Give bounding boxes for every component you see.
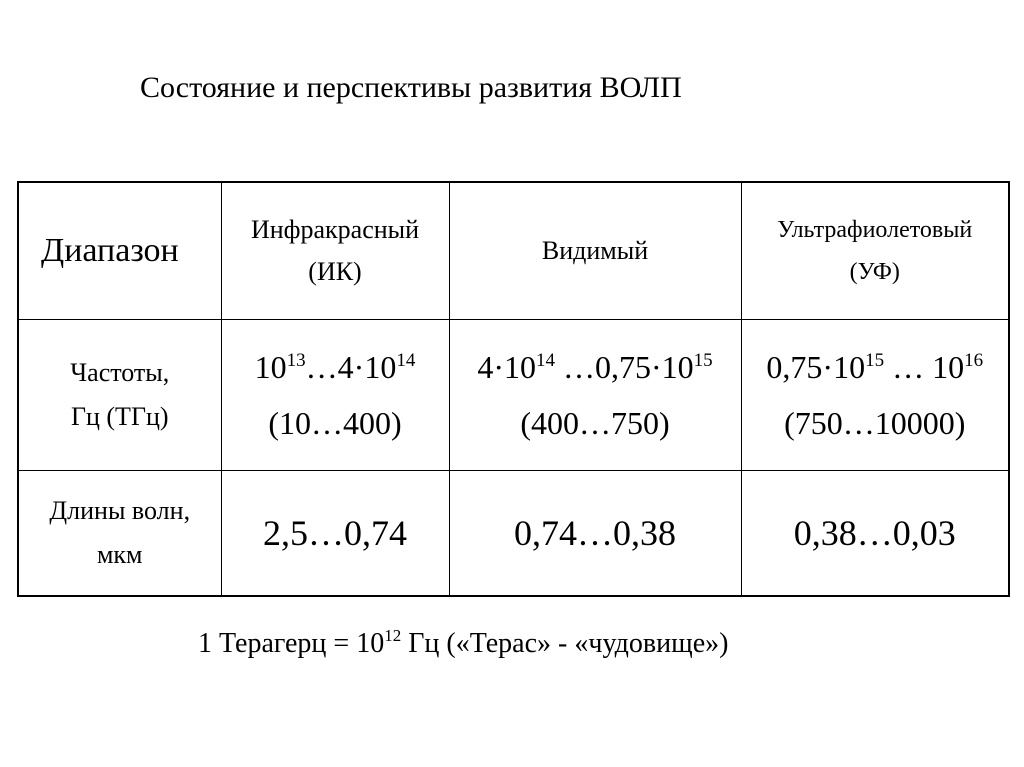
wavelength-ultraviolet: 0,38…0,03: [741, 470, 1009, 596]
wavelength-visible: 0,74…0,38: [449, 470, 741, 596]
band-infrared-abbr: (ИК): [308, 256, 362, 286]
range-header-label: Диапазон: [18, 182, 221, 319]
frequency-visible: [449, 319, 741, 470]
frequency-ultraviolet-hz: $0,75\cdot 10^{15}$ … $10^{16}$: [766, 348, 984, 385]
wavelength-infrared: 2,5…0,74: [221, 470, 449, 596]
band-infrared-name: Инфракрасный: [250, 214, 420, 244]
page-title: Состояние и перспективы развития ВОЛП: [140, 71, 682, 104]
spectrum-table: [17, 181, 1010, 597]
frequency-ultraviolet-thz: (750…10000): [784, 404, 966, 441]
frequency-label-line1: Частоты,: [70, 357, 170, 387]
terahertz-footnote: 1 Терагерц = $10^{12}$ Гц («Терас» - «чудовище»): [198, 626, 729, 659]
frequency-ultraviolet: [741, 319, 1009, 470]
frequency-label-line2: Гц (ТГц): [70, 401, 169, 431]
table-row-frequency: [18, 319, 1009, 470]
frequency-infrared-hz: $10^{13}\dots 4\cdot 10^{14}$: [254, 348, 416, 385]
table-row-wavelength: [18, 470, 1009, 596]
wavelength-row-label: [18, 470, 221, 596]
band-visible-name: Видимый: [541, 235, 649, 265]
frequency-row-label: [18, 319, 221, 470]
wavelength-label-line2: мкм: [96, 539, 143, 569]
table-row-bands: [18, 182, 1009, 319]
band-ultraviolet: [741, 182, 1009, 319]
band-visible: [449, 182, 741, 319]
band-ultraviolet-abbr: (УФ): [849, 258, 900, 285]
frequency-visible-thz: (400…750): [520, 404, 670, 441]
wavelength-label-line1: Длины волн,: [49, 495, 191, 525]
band-ultraviolet-name: Ультрафиолетовый: [777, 216, 973, 243]
band-infrared: [221, 182, 449, 319]
frequency-visible-hz: $4\cdot 10^{14}$ $\dots 0,75\cdot 10^{15}$: [477, 348, 713, 385]
frequency-infrared-thz: (10…400): [268, 404, 402, 441]
frequency-infrared: [221, 319, 449, 470]
